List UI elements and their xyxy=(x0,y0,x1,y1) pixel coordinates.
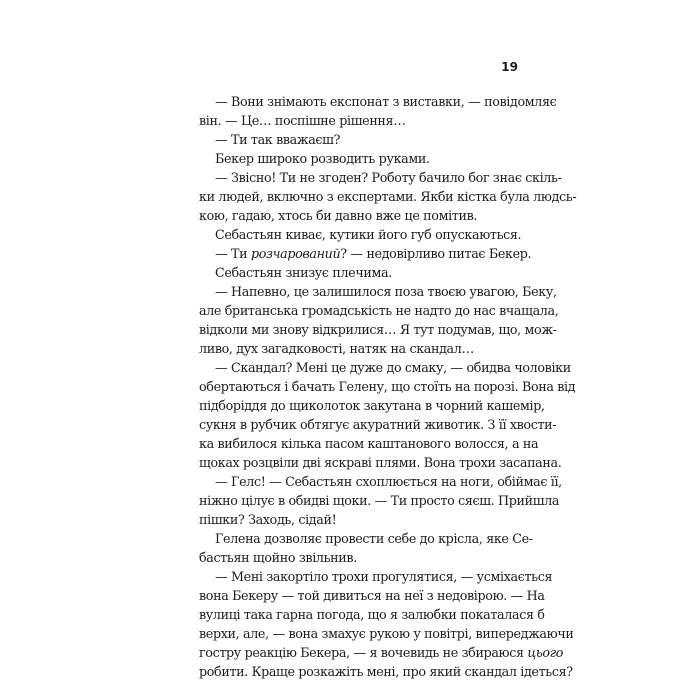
text-run: кою, гадаю, хтось би давно вже це помітив. xyxy=(199,208,478,224)
text-run: щоках розцвіли дві яскраві плями. Вона трохи засапана. xyxy=(199,455,562,471)
text-run: підборіддя до щиколоток закутана в чорний кашемір, xyxy=(199,398,545,414)
text-run: вулиці така гарна погода, що я залюбки покаталася б xyxy=(199,607,545,623)
text-run: — Скандал? Мені це дуже до смаку, — обидва чоловіки xyxy=(215,360,571,376)
text-run: але британська громадськість не надто до нас вчащала, xyxy=(199,303,559,319)
text-line xyxy=(199,396,545,415)
text-run: — Ти xyxy=(215,246,251,262)
text-run: — Напевно, це залишилося поза твоєю увагою, Беку, xyxy=(215,284,557,300)
text-run: — Звісно! Ти не згоден? Роботу бачило бог знає скіль- xyxy=(215,170,562,186)
text-line xyxy=(199,111,511,130)
text-run: Себастьян знизує плечима. xyxy=(215,265,392,281)
text-line xyxy=(199,187,577,206)
paragraph-first-line xyxy=(199,263,511,282)
paragraph-first-line xyxy=(199,225,522,244)
text-run: — Ти так вважаєш? xyxy=(215,132,341,148)
text-line xyxy=(199,491,560,510)
text-line xyxy=(199,643,564,662)
text-run: верхи, але, — вона змахує рукою у повітрі, випереджаючи xyxy=(199,626,574,642)
text-run: ніжно цілує в обидві щоки. — Ти просто сяєш. Прийшла xyxy=(199,493,560,509)
text-line xyxy=(199,415,557,434)
text-line xyxy=(199,662,573,681)
text-run: сукня в рубчик обтягує акуратний животик. З її хвости- xyxy=(199,417,557,433)
text-line xyxy=(199,605,545,624)
paragraph-first-line xyxy=(199,244,532,263)
text-run: вона Бекеру — той дивиться на неї з недовірою. — На xyxy=(199,588,545,604)
text-line xyxy=(199,339,511,358)
italic-text: цього xyxy=(527,645,564,661)
text-line xyxy=(199,434,539,453)
paragraph-first-line xyxy=(199,149,511,168)
italic-text: розчарований xyxy=(250,246,341,262)
text-run: Бекер широко розводить руками. xyxy=(215,151,430,167)
text-run: ливо, дух загадковості, натяк на скандал… xyxy=(199,341,474,357)
text-run: ка вибилося кілька пасом каштанового волосся, а на xyxy=(199,436,539,452)
paragraph-first-line xyxy=(199,282,557,301)
text-line xyxy=(199,510,511,529)
text-run: Гелена дозволяє провести себе до крісла, яке Се- xyxy=(215,531,533,547)
text-run: пішки? Заходь, сідай! xyxy=(199,512,337,528)
text-run: ки людей, включно з експертами. Якби кістка була людсь- xyxy=(199,189,577,205)
paragraph-first-line xyxy=(199,92,557,111)
text-line xyxy=(199,301,559,320)
text-run: Себастьян киває, кутики його губ опускаються. xyxy=(215,227,522,243)
paragraph-first-line xyxy=(199,567,553,586)
text-line xyxy=(199,548,511,567)
text-run: — Гелс! — Себастьян схоплюється на ноги, обіймає її, xyxy=(215,474,562,490)
text-run: — Мені закортіло трохи прогулятися, — усміхається xyxy=(215,569,553,585)
text-run: робити. Краще розкажіть мені, про який скандал ідеться? xyxy=(199,664,573,680)
text-line xyxy=(199,453,562,472)
text-line xyxy=(199,586,545,605)
text-run: ? — недовірливо питає Бекер. xyxy=(340,246,532,262)
text-line xyxy=(199,377,576,396)
paragraph-first-line xyxy=(199,168,562,187)
page-number: 19 xyxy=(501,60,518,74)
text-run: відколи ми знову відкрилися… Я тут подумав, що, мож- xyxy=(199,322,557,338)
text-line xyxy=(199,320,557,339)
text-run: бастьян щойно звільнив. xyxy=(199,550,357,566)
paragraph-first-line xyxy=(199,130,511,149)
body-text xyxy=(199,92,577,681)
text-run: він. — Це… поспішне рішення… xyxy=(199,113,406,129)
text-run: гостру реакцію Бекера, — я вочевидь не збираюся xyxy=(199,645,528,661)
text-run: — Вони знімають експонат з виставки, — повідомляє xyxy=(215,94,557,109)
text-run: обертаються і бачать Гелену, що стоїть на порозі. Вона від xyxy=(199,379,576,395)
text-line xyxy=(199,206,511,225)
paragraph-first-line xyxy=(199,529,533,548)
paragraph-first-line xyxy=(199,358,571,377)
paragraph-first-line xyxy=(199,472,562,491)
text-line xyxy=(199,624,574,643)
